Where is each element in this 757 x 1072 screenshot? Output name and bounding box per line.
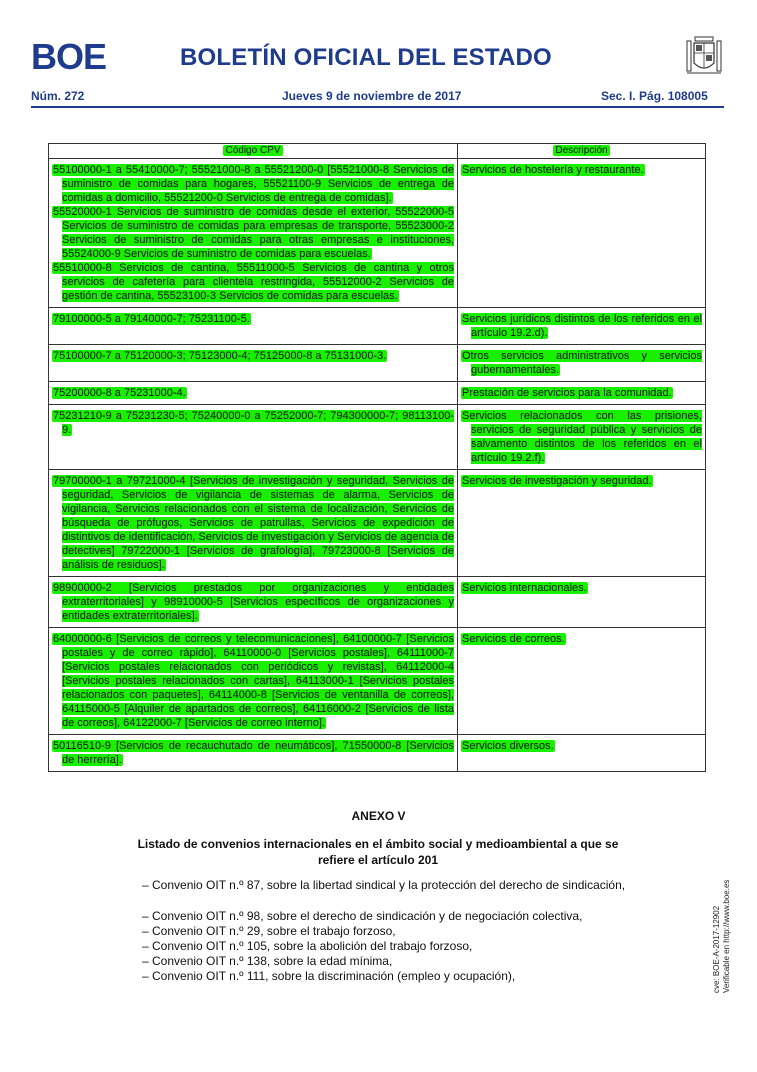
code-cell: 79100000-5 a 79140000-7; 75231100-5. xyxy=(49,308,458,345)
table-row xyxy=(49,345,706,382)
list-item: – Convenio OIT n.º 87, sobre la libertad sindical y la protección del derecho de sindicación, xyxy=(142,878,626,892)
list-item: – Convenio OIT n.º 111, sobre la discriminación (empleo y ocupación), xyxy=(142,969,516,983)
list-item: – Convenio OIT n.º 105, sobre la abolición del trabajo forzoso, xyxy=(142,939,473,953)
code-cell: 79700000-1 a 79721000-4 [Servicios de investigación y seguridad, Servicios de seguridad, Servicios de vigilancia de sistemas de alarma, Servicios de vigilancia, Servicios relacionados con el sistema de localización, Servicios de búsqueda de prófugos, Servicios de patrullas, Servicios de expedición de distintivos de identificación, Servicios de investigación y Servicios de agencia de detectives] 79722000-1 [Servicios de grafología], 79723000-8 [Servicios de análisis de residuos]. xyxy=(49,470,458,577)
col-header-code: Código CPV xyxy=(49,144,458,159)
verification-note xyxy=(712,880,732,993)
description-cell: Prestación de servicios para la comunidad. xyxy=(458,382,706,405)
table-row xyxy=(49,470,706,577)
table-row xyxy=(49,382,706,405)
cve-code: cve: BOE-A-2017-12902 xyxy=(712,905,721,993)
table-row xyxy=(49,159,706,308)
code-cell: 50116510-9 [Servicios de recauchutado de neumáticos], 71550000-8 [Servicios de herrería]. xyxy=(49,735,458,772)
table-row xyxy=(49,405,706,470)
description-cell: Otros servicios administrativos y servicios gubernamentales. xyxy=(458,345,706,382)
table-row xyxy=(49,308,706,345)
code-cell: 98900000-2 [Servicios prestados por organizaciones y entidades extraterritoriales] y 98910000-5 [Servicios específicos de organizaciones y entidades extraterritoriales]. xyxy=(49,577,458,628)
code-cell: 75231210-9 a 75231230-5; 75240000-0 a 75252000-7; 794300000-7; 98113100-9. xyxy=(49,405,458,470)
cpv-table xyxy=(48,143,706,772)
table-row xyxy=(49,735,706,772)
code-cell: 75100000-7 a 75120000-3; 75123000-4; 75125000-8 a 75131000-3. xyxy=(49,345,458,382)
issue-date: Jueves 9 de noviembre de 2017 xyxy=(282,89,462,103)
annex-title: ANEXO V xyxy=(351,809,406,823)
list-item: – Convenio OIT n.º 29, sobre el trabajo forzoso, xyxy=(142,924,396,938)
table-row xyxy=(49,628,706,735)
description-cell: Servicios jurídicos distintos de los referidos en el artículo 19.2.d). xyxy=(458,308,706,345)
table-row xyxy=(49,577,706,628)
coat-of-arms-icon xyxy=(683,33,725,79)
gazette-title: BOLETÍN OFICIAL DEL ESTADO xyxy=(180,44,552,71)
section-page: Sec. I. Pág. 108005 xyxy=(601,89,708,103)
annex-subtitle: Listado de convenios internacionales en el ámbito social y medioambiental a que se refiere el artículo 201 xyxy=(137,837,619,867)
code-cell: 75200000-8 a 75231000-4. xyxy=(49,382,458,405)
col-header-description: Descripción xyxy=(458,144,706,159)
header-rule xyxy=(31,106,724,108)
issue-number: Núm. 272 xyxy=(31,89,85,103)
svg-text:BOE: BOE xyxy=(31,38,107,74)
code-cell: 64000000-6 [Servicios de correos y telecomunicaciones], 64100000-7 [Servicios postales y de correo rápido], 64110000-0 [Servicios postales], 64111000-7 [Servicios postales relacionados con periódicos y revistas], 64112000-4 [Servicios postales relacionados con cartas], 64113000-1 [Servicios postales relacionados con paquetes], 64114000-8 [Servicios de ventanilla de correos], 64115000-5 [Alquiler de apartados de correos], 64116000-2 [Servicios de lista de correos], 64122000-7 [Servicios de correo interno]. xyxy=(49,628,458,735)
description-cell: Servicios diversos. xyxy=(458,735,706,772)
code-cell: 55100000-1 a 55410000-7; 55521000-8 a 55521200-0 [55521000-8 Servicios de suministro de comidas para hogares, 55521100-9 Servicios de entrega de comidas a domicilio, 55521200-0 Servicios de entrega de comidas]. 55520000-1 Servicios de suministro de comidas desde el exterior, 55522000-5 Servicios de suministro de comidas para empresas de transporte, 55523000-2 Servicios de suministro de comidas para otras empresas e instituciones, 55524000-9 Servicios de suministro de comidas para escuelas. 55510000-8 Servicios de cantina, 55511000-5 Servicios de cantina y otros servicios de cafetería para clientela restringida, 55512000-2 Servicios de gestión de cantina, 55523100-3 Servicios de comidas para escuelas. xyxy=(49,159,458,308)
list-item: – Convenio OIT n.º 98, sobre el derecho de sindicación y de negociación colectiva, xyxy=(142,909,583,923)
description-cell: Servicios de investigación y seguridad. xyxy=(458,470,706,577)
boe-logo xyxy=(31,38,111,74)
verify-url: Verificable en http://www.boe.es xyxy=(722,879,731,993)
description-cell: Servicios de hostelería y restaurante. xyxy=(458,159,706,308)
description-cell: Servicios relacionados con las prisiones, servicios de seguridad pública y servicios de salvamento distintos de los referidos en el artículo 19.2.f). xyxy=(458,405,706,470)
list-item: – Convenio OIT n.º 138, sobre la edad mínima, xyxy=(142,954,393,968)
description-cell: Servicios de correos. xyxy=(458,628,706,735)
description-cell: Servicios internacionales. xyxy=(458,577,706,628)
